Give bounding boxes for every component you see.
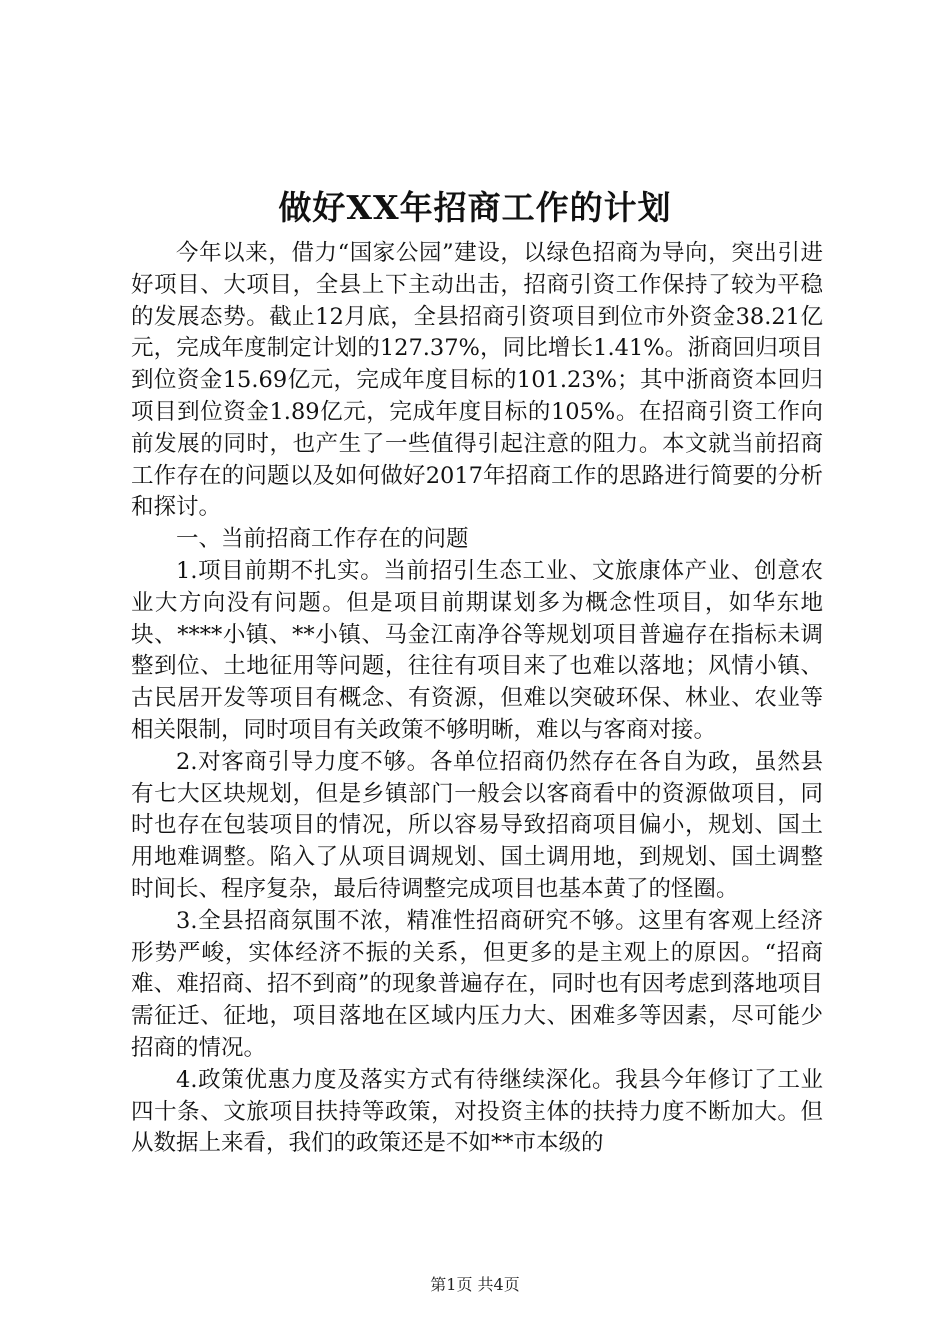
paragraph-intro: 今年以来，借力“国家公园”建设，以绿色招商为导向，突出引进好项目、大项目，全县上下主动出击，招商引资工作保持了较为平稳的发展态势。截止12月底，全县招商引资项目到位市外资金38.21亿元，完成年度制定计划的127.37%，同比增长1.41%。浙商回归项目到位资金15.69亿元，完成年度目标的101.23%；其中浙商资本回归项目到位资金1.89亿元，完成年度目标的105%。在招商引资工作向前发展的同时，也产生了一些值得引起注意的阻力。本文就当前招商工作存在的问题以及如何做好2017年招商工作的思路进行简要的分析和探讨。 xyxy=(131,240,823,521)
page-footer: 第1页 共4页 xyxy=(430,1275,520,1294)
section-heading: 一、当前招商工作存在的问题 xyxy=(176,526,469,553)
paragraph-item-3: 3.全县招商氛围不浓，精准性招商研究不够。这里有客观上经济形势严峻，实体经济不振的关系，但更多的是主观上的原因。“招商难、难招商、招不到商”的现象普遍存在，同时也有因考虑到落地项目需征迁、征地，项目落地在区域内压力大、困难多等因素，尽可能少招商的情况。 xyxy=(131,907,823,1061)
paragraph-item-4: 4.政策优惠力度及落实方式有待继续深化。我县今年修订了工业四十条、文旅项目扶持等政策，对投资主体的扶持力度不断加大。但从数据上来看，我们的政策还是不如**市本级的 xyxy=(131,1066,823,1157)
paragraph-item-2: 2.对客商引导力度不够。各单位招商仍然存在各自为政，虽然县有七大区块规划，但是乡镇部门一般会以客商看中的资源做项目，同时也存在包装项目的情况，所以容易导致招商项目偏小，规划、国土用地难调整。陷入了从项目调规划、国土调用地，到规划、国土调整时间长、程序复杂，最后待调整完成项目也基本黄了的怪圈。 xyxy=(131,748,823,902)
document-body xyxy=(131,238,823,1160)
document-title: 做好XX年招商工作的计划 xyxy=(278,188,672,227)
paragraph-item-1: 1.项目前期不扎实。当前招引生态工业、文旅康体产业、创意农业大方向没有问题。但是项目前期谋划多为概念性项目，如华东地块、****小镇、**小镇、马金江南净谷等规划项目普遍存在指标未调整到位、土地征用等问题，往往有项目来了也难以落地；风情小镇、古民居开发等项目有概念、有资源，但难以突破环保、林业、农业等相关限制，同时项目有关政策不够明晰，难以与客商对接。 xyxy=(131,557,823,743)
